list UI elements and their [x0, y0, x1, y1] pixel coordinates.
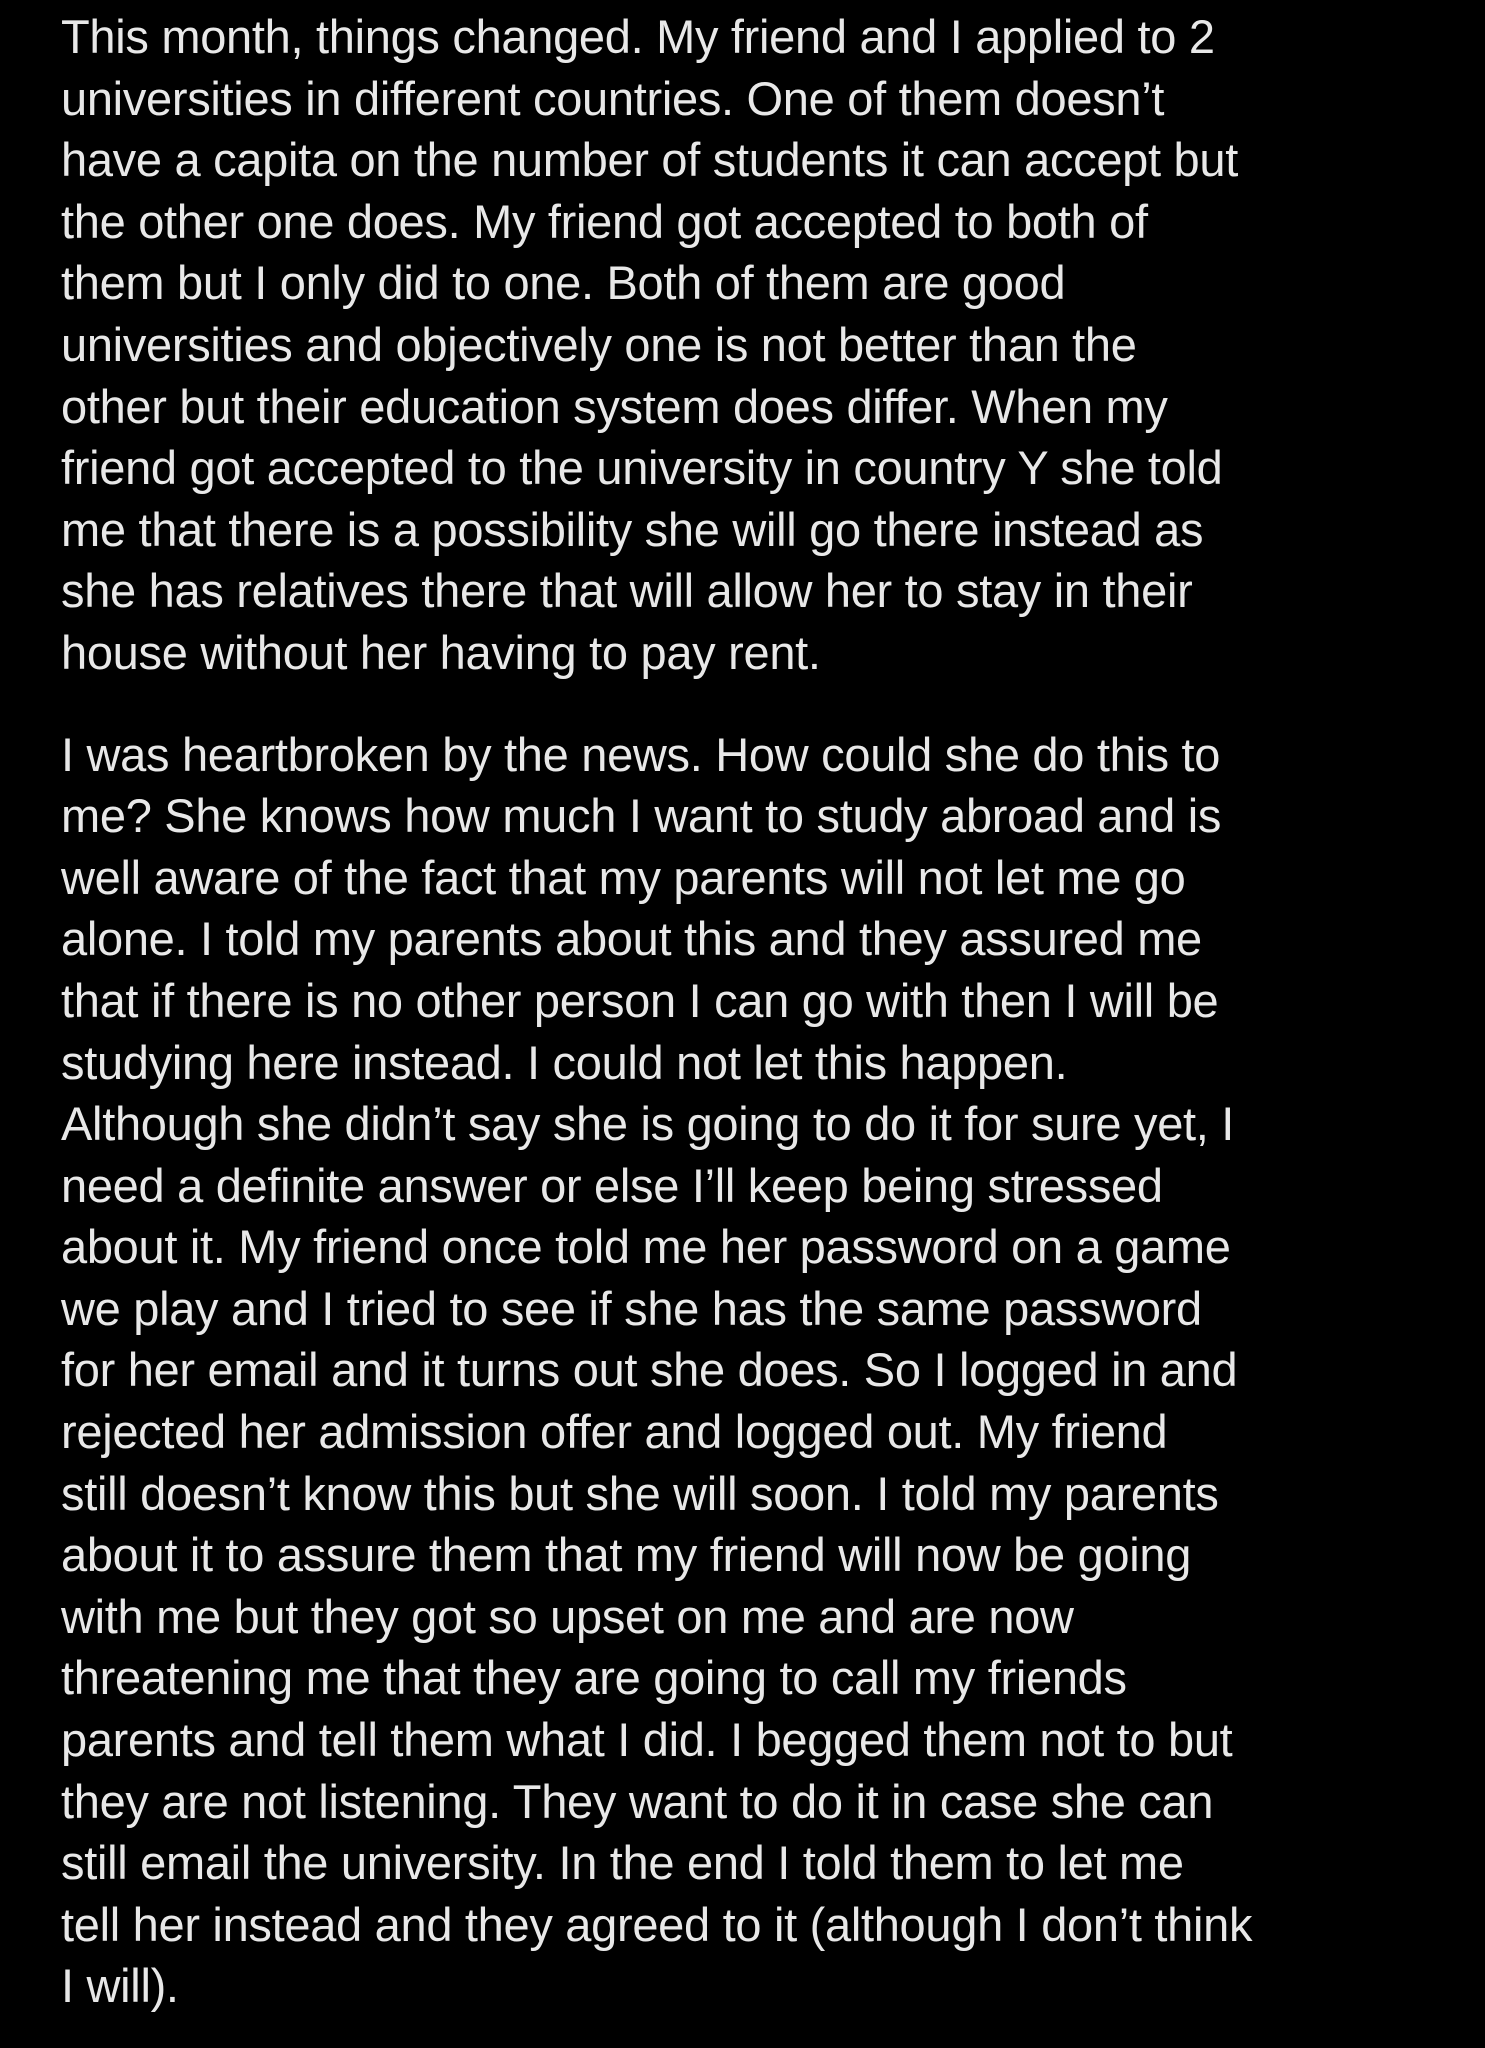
text-line: that if there is no other person I can go with then I will be — [61, 973, 1219, 1027]
text-line: me that there is a possibility she will go there instead as — [61, 502, 1204, 556]
text-line: I will). — [61, 1959, 179, 2013]
text-line: she has relatives there that will allow her to stay in their — [61, 564, 1193, 618]
text-line: threatening me that they are going to call my friends — [61, 1651, 1127, 1705]
text-line: well aware of the fact that my parents will not let me go — [61, 850, 1186, 904]
text-line: studying here instead. I could not let this happen. — [61, 1035, 1068, 1089]
text-line: about it. My friend once told me her password on a game — [61, 1220, 1231, 1274]
text-line: about it to assure them that my friend will now be going — [61, 1528, 1192, 1582]
text-line: still doesn’t know this but she will soon. I told my parents — [61, 1466, 1219, 1520]
text-line: they are not listening. They want to do it in case she can — [61, 1774, 1214, 1828]
text-line: we play and I tried to see if she has the same password — [61, 1281, 1202, 1335]
text-line: house without her having to pay rent. — [61, 625, 821, 679]
text-line: friend got accepted to the university in country Y she told — [61, 441, 1223, 495]
post-body — [61, 6, 1461, 2017]
text-line: other but their education system does differ. When my — [61, 379, 1168, 433]
text-line: tell her instead and they agreed to it (although I don’t think — [61, 1897, 1253, 1951]
paragraph-2 — [61, 724, 1461, 2017]
text-line: the other one does. My friend got accepted to both of — [61, 194, 1148, 248]
text-line: need a definite answer or else I’ll keep being stressed — [61, 1158, 1163, 1212]
text-line: alone. I told my parents about this and they assured me — [61, 912, 1202, 966]
text-line: This month, things changed. My friend and I applied to 2 — [61, 10, 1215, 63]
text-line: with me but they got so upset on me and are now — [61, 1589, 1074, 1643]
text-line: universities in different countries. One of them doesn’t — [61, 71, 1165, 125]
text-line: me? She knows how much I want to study abroad and is — [61, 789, 1222, 843]
text-line: Although she didn’t say she is going to do it for sure yet, I — [61, 1097, 1235, 1151]
paragraph-1 — [61, 6, 1461, 684]
text-line: for her email and it turns out she does. So I logged in and — [61, 1343, 1238, 1397]
text-line: still email the university. In the end I told them to let me — [61, 1836, 1184, 1890]
text-line: I was heartbroken by the news. How could she do this to — [61, 727, 1221, 781]
text-line: universities and objectively one is not better than the — [61, 317, 1137, 371]
text-line: them but I only did to one. Both of them are good — [61, 256, 1066, 310]
text-line: parents and tell them what I did. I begged them not to but — [61, 1713, 1233, 1767]
text-line: rejected her admission offer and logged out. My friend — [61, 1405, 1168, 1459]
text-line: have a capita on the number of students it can accept but — [61, 133, 1238, 187]
